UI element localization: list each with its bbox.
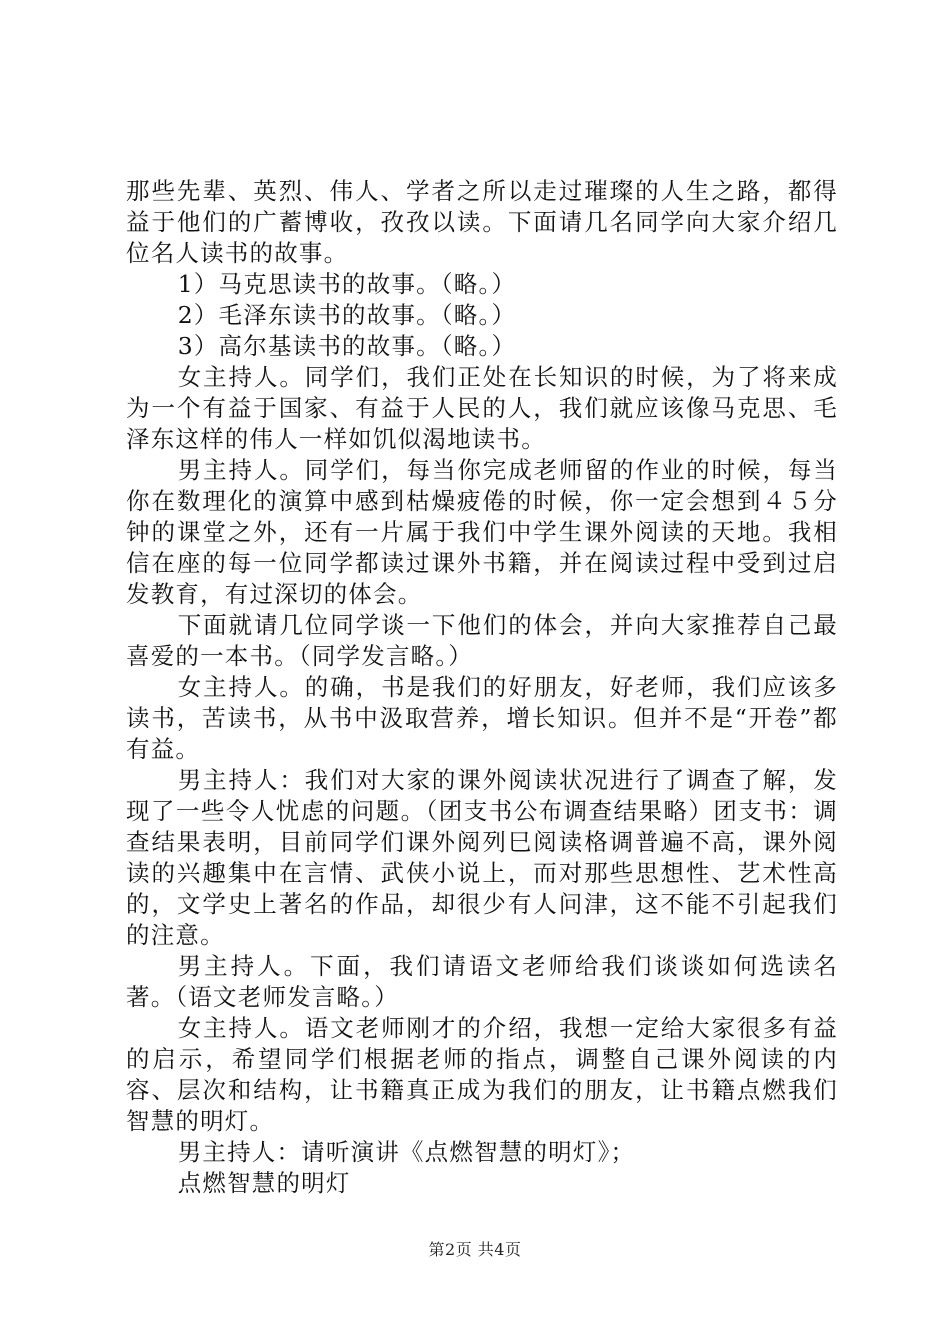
paragraph: 女主持人。的确，书是我们的好朋友，好老师，我们应该多读书，苦读书，从书中汲取营养，增长知识。但并不是“开卷”都有益。 — [126, 673, 838, 763]
paragraph: 那些先辈、英烈、伟人、学者之所以走过璀璨的人生之路，都得益于他们的广蓄博收，孜孜以读。下面请几名同学向大家介绍几位名人读书的故事。 — [126, 177, 838, 267]
list-item: 3）高尔基读书的故事。（略。） — [177, 332, 517, 360]
paragraph: 男主持人。同学们，每当你完成老师留的作业的时候，每当你在数理化的演算中感到枯燥疲倦的时候，你一定会想到４５分钟的课堂之外，还有一片属于我们中学生课外阅读的天地。我相信在座的每一位同学都读过课外书籍，并在阅读过程中受到过启发教育，有过深切的体会。 — [126, 456, 838, 608]
section-heading: 点燃智慧的明灯 — [177, 1169, 351, 1197]
list-item: 1）马克思读书的故事。（略。） — [177, 270, 517, 298]
paragraph: 女主持人。同学们，我们正处在长知识的时候，为了将来成为一个有益于国家、有益于人民的人，我们就应该像马克思、毛泽东这样的伟人一样如饥似渴地读书。 — [126, 363, 838, 453]
document-body — [126, 176, 838, 1199]
list-item: 2）毛泽东读书的故事。（略。） — [177, 301, 517, 329]
paragraph: 男主持人：请听演讲《点燃智慧的明灯》； — [177, 1138, 636, 1166]
paragraph: 男主持人：我们对大家的课外阅读状况进行了调查了解，发现了一些令人忧虑的问题。（团支书公布调查结果略）团支书：调查结果表明，目前同学们课外阅列巳阅读格调普遍不高，课外阅读的兴趣集中在言情、武侠小说上，而对那些思想性、艺术性高的，文学史上著名的作品，却很少有人问津，这不能不引起我们的注意。 — [126, 766, 838, 949]
paragraph: 下面就请几位同学谈一下他们的体会，并向大家推荐自己最喜爱的一本书。（同学发言略。） — [126, 611, 838, 670]
paragraph: 女主持人。语文老师刚才的介绍，我想一定给大家很多有益的启示，希望同学们根据老师的指点，调整自己课外阅读的内容、层次和结构，让书籍真正成为我们的朋友，让书籍点燃我们智慧的明灯。 — [126, 1014, 838, 1135]
page-number-footer: 第2页 共4页 — [428, 1240, 522, 1259]
paragraph: 男主持人。下面，我们请语文老师给我们谈谈如何选读名著。（语文老师发言略。） — [126, 952, 838, 1011]
